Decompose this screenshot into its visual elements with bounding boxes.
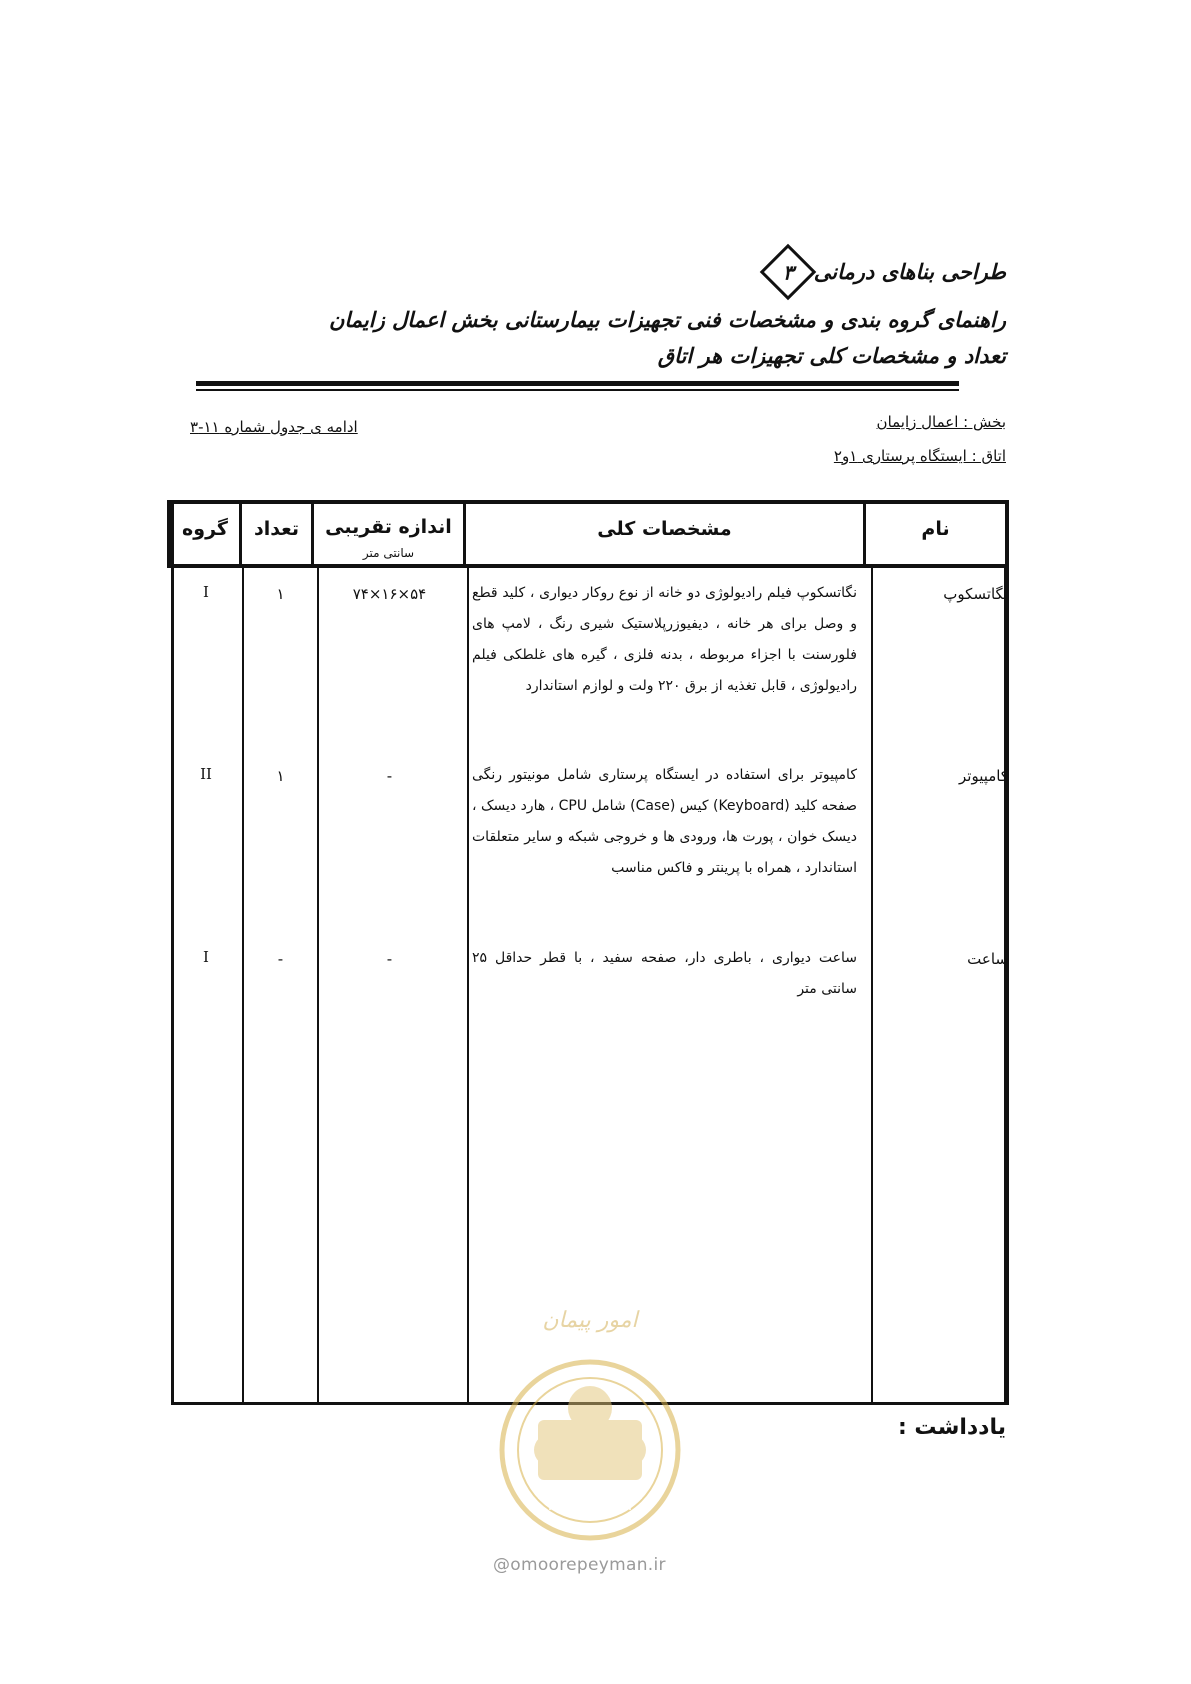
header-size-unit: سانتی متر — [362, 546, 415, 560]
watermark-logo-text: امور پیمان — [542, 1308, 638, 1333]
table-row-group: I — [203, 948, 209, 966]
header-name: نام — [921, 518, 950, 540]
table-row-name: کامپیوتر — [959, 767, 1008, 785]
header-group: گروه — [182, 518, 228, 540]
notes-label: یادداشت : — [897, 1415, 1006, 1440]
table-row-size: - — [386, 767, 393, 785]
column-divider — [467, 568, 469, 1405]
table-row-group: II — [200, 765, 212, 783]
column-divider — [1004, 568, 1006, 1405]
header-spec: مشخصات کلی — [597, 518, 732, 540]
table-row-count: ۱ — [276, 585, 285, 603]
column-divider — [871, 568, 873, 1405]
header-rule — [196, 381, 959, 386]
table-row-name: ساعت — [967, 950, 1008, 968]
department-label: بخش : اعمال زایمان — [876, 413, 1006, 431]
table-header — [167, 500, 1009, 568]
table-continuation-label: ادامه ی جدول شماره ۱۱-۳ — [190, 418, 358, 436]
document-title — [768, 252, 1006, 292]
volume-badge: ۳ — [759, 244, 816, 301]
watermark-logo — [490, 1300, 690, 1560]
table-row-spec: کامپیوتر برای استفاده در ایستگاه پرستاری شامل مونیتور رنگی صفحه کلید (Keyboard) کیس (Case) شامل CPU ، هارد دیسک ، دیسک خوان ، پورت ها، ورودی ها و خروجی شبکه و سایر متعلقات استاندارد ، همراه با پرینتر و فاکس مناسب — [472, 767, 858, 876]
document-subtitle: راهنمای گروه بندی و مشخصات فنی تجهیزات بیمارستانی بخش اعمال زایمان — [328, 308, 1006, 332]
table-row-count: ۱ — [276, 767, 285, 785]
table-row-name: نگاتسکوپ — [943, 585, 1008, 603]
title-text: طراحی بناهای درمانی — [813, 260, 1006, 284]
table-row-group: I — [203, 583, 209, 601]
table-row-size: - — [386, 950, 393, 968]
header-rule-thin — [196, 389, 959, 391]
document-subtitle-2: تعداد و مشخصات کلی تجهیزات هر اتاق — [657, 344, 1006, 368]
table-row-spec: ساعت دیواری ، باطری دار، صفحه سفید ، با قطر حداقل ۲۵ سانتی متر — [472, 950, 857, 997]
table-row-size: ۷۴×۱۶×۵۴ — [352, 585, 427, 603]
column-divider — [317, 568, 319, 1405]
watermark-url: @omoorepeyman.ir — [493, 1555, 666, 1575]
column-divider — [242, 568, 244, 1405]
table-row-count: - — [277, 950, 284, 968]
room-label: اتاق : ایستگاه پرستاری ۱و۲ — [833, 447, 1006, 465]
header-size: اندازه تقریبی — [325, 516, 452, 538]
header-count: تعداد — [253, 518, 300, 540]
table-row-spec: نگاتسکوپ فیلم رادیولوژی دو خانه از نوع روکار دیواری ، کلید قطع و وصل برای هر خانه ، دیفیوزرپلاستیک شیری رنگ ، لامپ های فلورسنت با اجزاء مربوطه ، بدنه فلزی ، گیره های غلطکی فیلم رادیولوژی ، قابل تغذیه از برق ۲۲۰ ولت و لوازم استاندارد — [472, 585, 857, 694]
